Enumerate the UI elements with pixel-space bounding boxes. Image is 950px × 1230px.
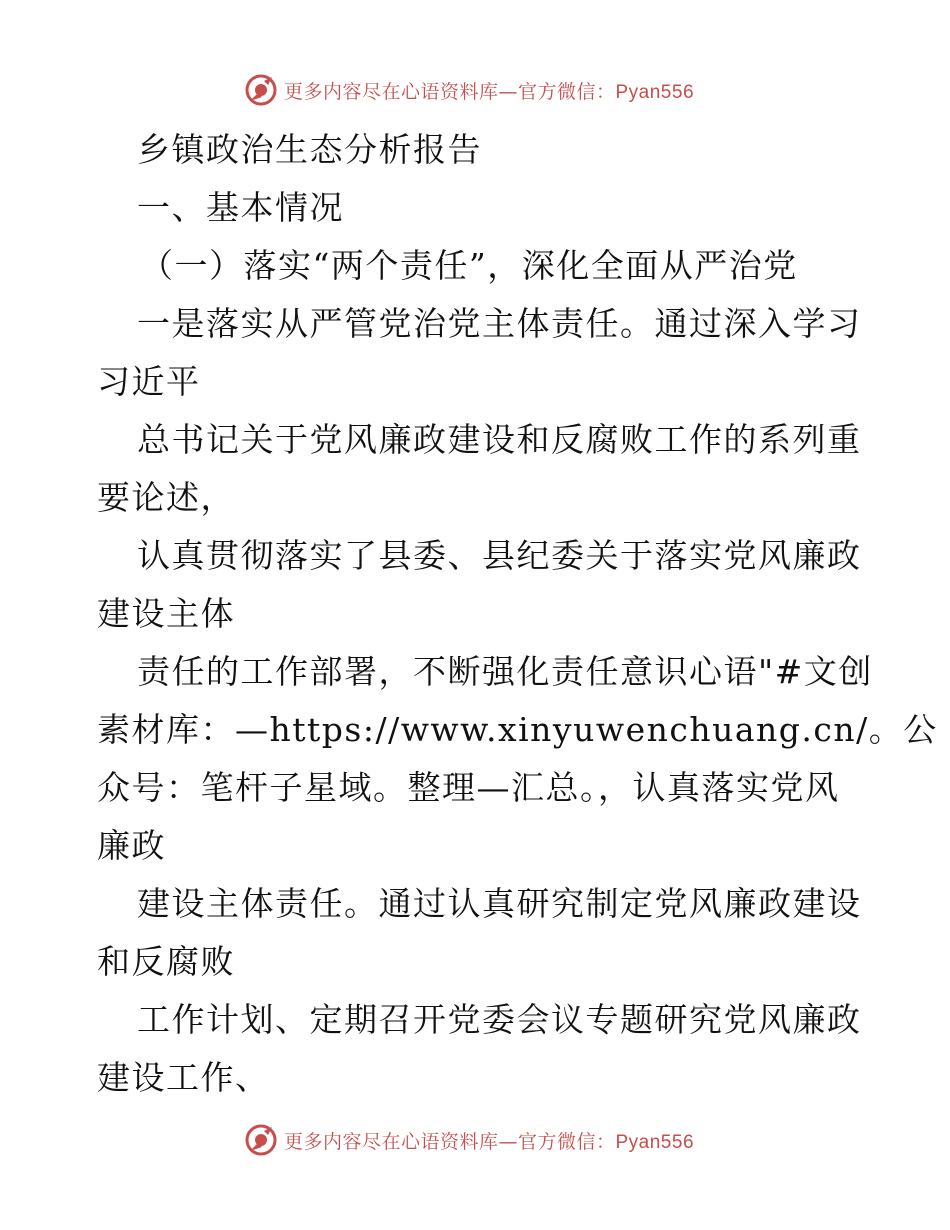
paragraph-line: 总书记关于党风廉政建设和反腐败工作的系列重 [137, 420, 862, 459]
section-heading: 一、基本情况 [137, 188, 344, 227]
banner-text-official: 官方微信： [517, 80, 616, 103]
paragraph-line: 素材库：—https://www.xinyuwenchuang.cn/。公 [97, 710, 938, 749]
paragraph-line: 建设主体 [97, 594, 235, 633]
logo-icon [244, 73, 278, 107]
footer-banner [0, 1120, 950, 1160]
doc-title: 乡镇政治生态分析报告 [137, 130, 482, 169]
banner-wechat-id: Pyan556 [615, 1131, 695, 1153]
document-body [97, 121, 938, 1107]
paragraph-line: 一是落实从严管党治党主体责任。通过深入学习 [137, 304, 862, 343]
paragraph-line: 习近平 [97, 362, 201, 401]
paragraph-line: 廉政 [97, 826, 166, 865]
paragraph-line: 工作计划、定期召开党委会议专题研究党风廉政 [137, 1000, 862, 1039]
paragraph-line: 建设工作、 [97, 1058, 270, 1097]
banner-text-official: 官方微信： [517, 1130, 616, 1153]
paragraph-line: 认真贯彻落实了县委、县纪委关于落实党风廉政 [137, 536, 862, 575]
footer-banner-inner [244, 1123, 694, 1157]
paragraph-line: 责任的工作部署，不断强化责任意识心语"#文创 [137, 652, 873, 691]
banner-separator: — [498, 80, 518, 103]
banner-text [284, 1127, 694, 1154]
banner-text [284, 77, 694, 104]
banner-text-main: 更多内容尽在心语资料库 [283, 80, 499, 103]
header-banner [0, 70, 950, 110]
logo-icon [244, 1123, 278, 1157]
header-banner-inner [244, 73, 694, 107]
paragraph-line: 要论述， [97, 478, 235, 517]
paragraph-line: 建设主体责任。通过认真研究制定党风廉政建设 [137, 884, 862, 923]
subsection-heading: （一）落实“两个责任”，深化全面从严治党 [140, 246, 798, 285]
banner-wechat-id: Pyan556 [615, 81, 695, 103]
banner-separator: — [498, 1130, 518, 1153]
paragraph-line: 和反腐败 [97, 942, 235, 981]
banner-text-main: 更多内容尽在心语资料库 [283, 1130, 499, 1153]
paragraph-line: 众号：笔杆子星域。整理—汇总。，认真落实党风 [97, 768, 840, 807]
